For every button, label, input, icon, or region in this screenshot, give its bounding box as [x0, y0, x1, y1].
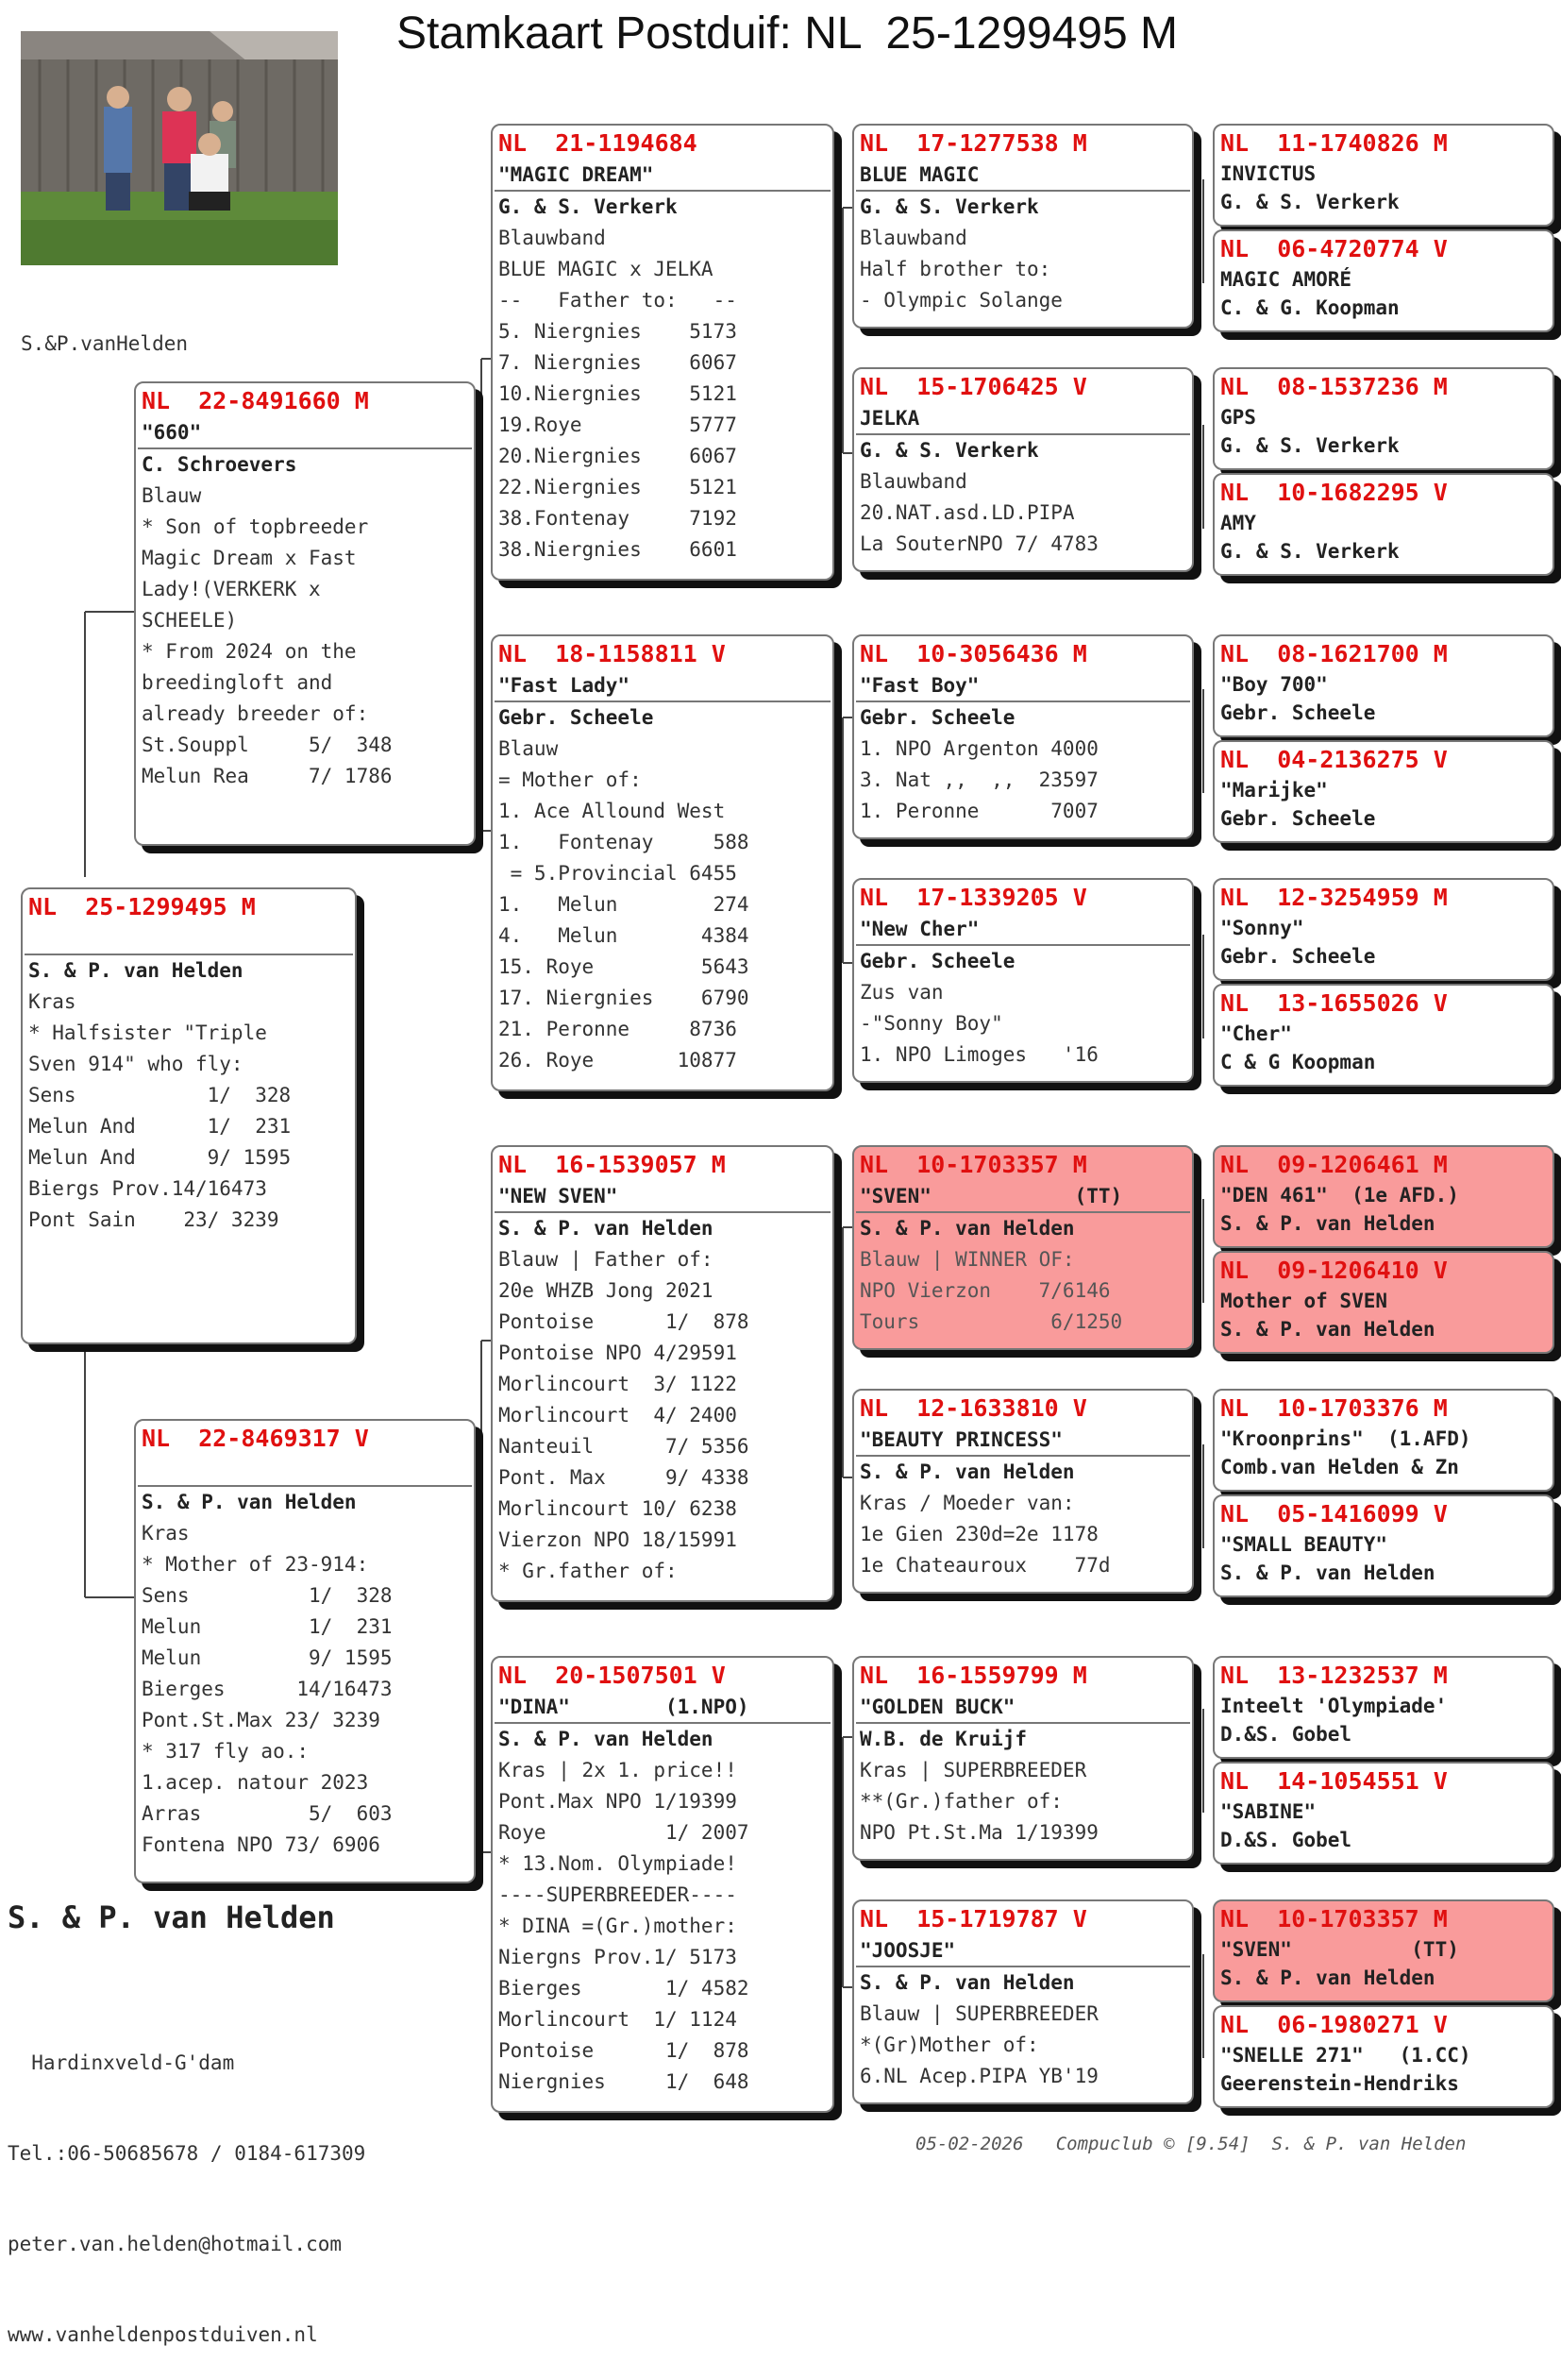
pigeon-name: AMY: [1220, 512, 1256, 534]
breeder-name: Gebr. Scheele: [498, 706, 654, 729]
fmf-pigeon-card[interactable]: [852, 634, 1194, 839]
pigeon-name: "BEAUTY PRINCESS": [860, 1428, 1063, 1451]
info-line: - Olympic Solange: [860, 289, 1063, 312]
g4-pigeon-card[interactable]: [1213, 473, 1554, 576]
info-line: NPO Vierzon 7/6146: [860, 1279, 1111, 1302]
g3-pigeon-card[interactable]: [1213, 367, 1554, 470]
info-line: St.Souppl 5/ 348: [142, 734, 393, 756]
info-line: Bierges 14/16473: [142, 1678, 393, 1700]
breeder-name: W.B. de Kruijf: [860, 1728, 1028, 1750]
info-line: 20.Niergnies 6067: [498, 445, 737, 467]
pigeon-name: Mother of SVEN: [1220, 1290, 1388, 1312]
mm-pigeon-card[interactable]: [491, 1656, 834, 2113]
pigeon-name: "NEW SVEN": [498, 1185, 618, 1207]
g14-pigeon-card[interactable]: [1213, 1762, 1554, 1865]
info-line: Pontoise 1/ 878: [498, 2039, 749, 2062]
breeder-name: S. & P. van Helden: [860, 1460, 1075, 1483]
breeder-name: Gebr. Scheele: [860, 950, 1015, 972]
info-line: Pont.St.Max 23/ 3239: [142, 1709, 380, 1731]
breeder-name: S. & P. van Helden: [498, 1217, 713, 1240]
ring-number: NL 09-1206461 M: [1220, 1151, 1448, 1178]
ring-number: NL 12-3254959 M: [1220, 884, 1448, 911]
info-line: Melun 1/ 231: [142, 1615, 393, 1638]
breeder-name: C. & G. Koopman: [1220, 296, 1400, 319]
info-line: 1. Peronne 7007: [860, 800, 1099, 822]
contact-block: [8, 1987, 365, 2380]
info-line: Half brother to:: [860, 258, 1051, 280]
contact-website[interactable]: www.vanheldenpostduiven.nl: [8, 2323, 318, 2346]
info-line: *(Gr)Mother of:: [860, 2034, 1039, 2056]
info-line: 5. Niergnies 5173: [498, 320, 737, 343]
breeder-name: S. & P. van Helden: [1220, 1561, 1435, 1584]
info-line: Sens 1/ 328: [142, 1584, 393, 1607]
breeder-name: Comb.van Helden & Zn: [1220, 1456, 1459, 1478]
breeder-name: S. & P. van Helden: [1220, 1318, 1435, 1341]
info-line: = Mother of:: [498, 768, 642, 791]
breeder-name: G. & S. Verkerk: [1220, 191, 1400, 213]
info-line: Pontoise 1/ 878: [498, 1310, 749, 1333]
info-line: Pont Sain 23/ 3239: [28, 1208, 279, 1231]
info-line: 1e Chateauroux 77d: [860, 1554, 1111, 1577]
g15-pigeon-card[interactable]: [1213, 1899, 1554, 2002]
breeder-name: C. Schroevers: [142, 453, 297, 476]
pigeon-name: "SNELLE 271" (1.CC): [1220, 2044, 1471, 2067]
pigeon-name: Inteelt 'Olympiade': [1220, 1695, 1448, 1717]
info-line: La SouterNPO 7/ 4783: [860, 532, 1099, 555]
info-line: 1. NPO Limoges '16: [860, 1043, 1099, 1066]
info-line: Vierzon NPO 18/15991: [498, 1528, 737, 1551]
ffm-pigeon-card[interactable]: [852, 367, 1194, 572]
ring-number: NL 20-1507501 V: [498, 1662, 726, 1689]
breeder-name: G. & S. Verkerk: [860, 195, 1039, 218]
subject-pigeon-card[interactable]: [21, 887, 357, 1344]
ring-number: NL 10-1703357 M: [1220, 1905, 1448, 1933]
g6-pigeon-card[interactable]: [1213, 740, 1554, 843]
info-line: 7. Niergnies 6067: [498, 351, 737, 374]
pigeon-name: "JOOSJE": [860, 1939, 956, 1962]
info-line: Biergs Prov.14/16473: [28, 1177, 267, 1200]
ring-number: NL 11-1740826 M: [1220, 129, 1448, 157]
breeder-name: Gebr. Scheele: [1220, 807, 1376, 830]
info-line: Kras: [28, 990, 76, 1013]
info-line: Blauw | SUPERBREEDER: [860, 2002, 1099, 2025]
ring-number: NL 05-1416099 V: [1220, 1500, 1448, 1528]
info-line: 1. Fontenay 588: [498, 831, 749, 853]
ring-number: NL 15-1706425 V: [860, 373, 1087, 400]
breeder-name: D.&S. Gobel: [1220, 1723, 1352, 1746]
pigeon-name: "660": [142, 421, 202, 444]
pigeon-name: "Marijke": [1220, 779, 1328, 802]
info-line: Morlincourt 10/ 6238: [498, 1497, 737, 1520]
info-line: breedingloft and: [142, 671, 333, 694]
pigeon-name: "Kroonprins" (1.AFD): [1220, 1427, 1471, 1450]
info-line: Magic Dream x Fast: [142, 547, 357, 569]
info-line: Blauw | Father of:: [498, 1248, 713, 1271]
info-line: Sven 914" who fly:: [28, 1053, 243, 1075]
info-line: Sens 1/ 328: [28, 1084, 292, 1106]
pigeon-name: "Fast Lady": [498, 674, 630, 697]
breeder-name: G. & S. Verkerk: [1220, 540, 1400, 563]
info-line: 17. Niergnies 6790: [498, 987, 749, 1009]
info-line: Fontena NPO 73/ 6906: [142, 1833, 380, 1856]
breeder-name: G. & S. Verkerk: [860, 439, 1039, 462]
info-line: NPO Pt.St.Ma 1/19399: [860, 1821, 1099, 1844]
info-line: Blauwband: [860, 227, 967, 249]
info-line: 22.Niergnies 5121: [498, 476, 737, 498]
ring-number: NL 10-3056436 M: [860, 640, 1087, 667]
pigeon-name: GPS: [1220, 406, 1256, 429]
info-line: * 317 fly ao.:: [142, 1740, 310, 1763]
loft-label: S.&P.vanHelden: [21, 332, 189, 355]
info-line: * Gr.father of:: [498, 1560, 678, 1582]
info-line: Blauwband: [498, 227, 606, 249]
breeder-name: Gebr. Scheele: [860, 706, 1015, 729]
pigeon-name: "SABINE": [1220, 1800, 1317, 1823]
footer-credit: 05-02-2026 Compuclub © [9.54] S. & P. van Helden: [915, 2134, 1467, 2154]
info-line: * DINA =(Gr.)mother:: [498, 1915, 737, 1937]
fm-pigeon-card[interactable]: [491, 634, 834, 1091]
pigeon-name: INVICTUS: [1220, 162, 1317, 185]
breeder-name: Geerenstein-Hendriks: [1220, 2072, 1459, 2095]
ring-number: NL 10-1682295 V: [1220, 479, 1448, 506]
ring-number: NL 06-4720774 V: [1220, 235, 1448, 262]
pigeon-name: "DEN 461" (1e AFD.): [1220, 1184, 1459, 1207]
ring-number: NL 10-1703376 M: [1220, 1394, 1448, 1422]
g11-pigeon-card[interactable]: [1213, 1389, 1554, 1492]
ring-number: NL 08-1621700 M: [1220, 640, 1448, 667]
info-line: 1. Melun 274: [498, 893, 749, 916]
ff-pigeon-card[interactable]: [491, 124, 834, 581]
info-line: Blauw: [142, 484, 202, 507]
info-line: Morlincourt 3/ 1122: [498, 1373, 737, 1395]
info-line: Kras | SUPERBREEDER: [860, 1759, 1087, 1781]
ring-number: NL 10-1703357 M: [860, 1151, 1087, 1178]
info-line: Melun And 1/ 231: [28, 1115, 292, 1138]
info-line: Blauwband: [860, 470, 967, 493]
ring-number: NL 14-1054551 V: [1220, 1767, 1448, 1795]
info-line: 4. Melun 4384: [498, 924, 749, 947]
info-line: 1. NPO Argenton 4000: [860, 737, 1099, 760]
info-line: Morlincourt 1/ 1124: [498, 2008, 737, 2031]
contact-email[interactable]: peter.van.helden@hotmail.com: [8, 2233, 343, 2255]
pigeon-name: BLUE MAGIC: [860, 163, 980, 186]
info-line: 20e WHZB Jong 2021: [498, 1279, 713, 1302]
info-line: 1.acep. natour 2023: [142, 1771, 369, 1794]
info-line: 38.Fontenay 7192: [498, 507, 737, 530]
info-line: Zus van: [860, 981, 944, 1004]
info-line: Pont.Max NPO 1/19399: [498, 1790, 737, 1813]
pigeon-name: "SVEN" (TT): [1220, 1938, 1459, 1961]
pigeon-name: "Fast Boy": [860, 674, 980, 697]
g9-pigeon-card[interactable]: [1213, 1145, 1554, 1248]
pigeon-name: "SVEN" (TT): [860, 1185, 1123, 1207]
pigeon-name: "Sonny": [1220, 917, 1304, 939]
g12-pigeon-card[interactable]: [1213, 1494, 1554, 1597]
info-line: * Son of topbreeder: [142, 515, 369, 538]
fff-pigeon-card[interactable]: [852, 124, 1194, 329]
ring-number: NL 13-1655026 V: [1220, 989, 1448, 1017]
info-line: -"Sonny Boy": [860, 1012, 1003, 1035]
breeder-name: D.&S. Gobel: [1220, 1829, 1352, 1851]
info-line: 21. Peronne 8736: [498, 1018, 737, 1040]
g1-pigeon-card[interactable]: [1213, 124, 1554, 227]
info-line: Tours 6/1250: [860, 1310, 1123, 1333]
ring-number: NL 15-1719787 V: [860, 1905, 1087, 1933]
ring-number: NL 08-1537236 M: [1220, 373, 1448, 400]
breeder-name: S. & P. van Helden: [498, 1728, 713, 1750]
info-line: * From 2024 on the: [142, 640, 357, 663]
info-line: **(Gr.)father of:: [860, 1790, 1063, 1813]
pigeon-name: JELKA: [860, 407, 920, 430]
g16-pigeon-card[interactable]: [1213, 2005, 1554, 2108]
breeder-name: G. & S. Verkerk: [1220, 434, 1400, 457]
pigeon-name: "DINA" (1.NPO): [498, 1696, 749, 1718]
ring-number: NL 17-1277538 M: [860, 129, 1087, 157]
info-line: Blauw | WINNER OF:: [860, 1248, 1075, 1271]
info-line: Melun And 9/ 1595: [28, 1146, 292, 1169]
pigeon-name: MAGIC AMORÉ: [1220, 268, 1352, 291]
pigeon-name: "Cher": [1220, 1022, 1292, 1045]
ring-number: NL 25-1299495 M: [28, 893, 256, 920]
info-line: = 5.Provincial 6455: [498, 862, 737, 885]
ring-number: NL 06-1980271 V: [1220, 2011, 1448, 2038]
breeder-name: C & G Koopman: [1220, 1051, 1376, 1073]
contact-phone: Tel.:06-50685678 / 0184-617309: [8, 2142, 366, 2165]
father-pigeon-card[interactable]: [134, 381, 476, 846]
mfm-pigeon-card[interactable]: [852, 1389, 1194, 1594]
info-line: 38.Niergnies 6601: [498, 538, 737, 561]
ring-number: NL 12-1633810 V: [860, 1394, 1087, 1422]
pigeon-name: "MAGIC DREAM": [498, 163, 654, 186]
mmm-pigeon-card[interactable]: [852, 1899, 1194, 2104]
info-line: Kras / Moeder van:: [860, 1492, 1075, 1514]
info-line: Lady!(VERKERK x: [142, 578, 321, 600]
g5-pigeon-card[interactable]: [1213, 634, 1554, 737]
breeder-name: Gebr. Scheele: [1220, 945, 1376, 968]
ring-number: NL 21-1194684: [498, 129, 697, 157]
ring-number: NL 16-1559799 M: [860, 1662, 1087, 1689]
info-line: Niergns Prov.1/ 5173: [498, 1946, 737, 1968]
info-line: * Halfsister "Triple: [28, 1021, 267, 1044]
info-line: Niergnies 1/ 648: [498, 2070, 749, 2093]
ring-number: NL 22-8469317 V: [142, 1425, 369, 1452]
breeder-name: S. & P. van Helden: [860, 1971, 1075, 1994]
info-line: ----SUPERBREEDER----: [498, 1883, 737, 1906]
info-line: 19.Roye 5777: [498, 414, 737, 436]
g10-pigeon-card[interactable]: [1213, 1251, 1554, 1354]
mff-pigeon-card[interactable]: [852, 1145, 1194, 1350]
pigeon-name: [23, 923, 355, 954]
info-line: Arras 5/ 603: [142, 1802, 393, 1825]
breeder-name: G. & S. Verkerk: [498, 195, 678, 218]
info-line: 15. Roye 5643: [498, 955, 749, 978]
ring-number: NL 04-2136275 V: [1220, 746, 1448, 773]
ring-number: NL 18-1158811 V: [498, 640, 726, 667]
fmm-pigeon-card[interactable]: [852, 878, 1194, 1083]
info-line: 10.Niergnies 5121: [498, 382, 737, 405]
ring-number: NL 09-1206410 V: [1220, 1257, 1448, 1284]
info-line: Nanteuil 7/ 5356: [498, 1435, 749, 1458]
info-line: Kras | 2x 1. price!!: [498, 1759, 737, 1781]
pigeon-name: [136, 1455, 474, 1485]
info-line: Morlincourt 4/ 2400: [498, 1404, 737, 1426]
pigeon-name: "SMALL BEAUTY": [1220, 1533, 1388, 1556]
info-line: Roye 1/ 2007: [498, 1821, 749, 1844]
page-title: Stamkaart Postduif: NL 25-1299495 M: [396, 8, 1178, 59]
info-line: Kras: [142, 1522, 190, 1544]
g7-pigeon-card[interactable]: [1213, 878, 1554, 981]
breeder-name: S. & P. van Helden: [860, 1217, 1075, 1240]
info-line: Melun Rea 7/ 1786: [142, 765, 393, 787]
info-line: Bierges 1/ 4582: [498, 1977, 749, 2000]
info-line: SCHEELE): [142, 609, 238, 632]
info-line: Melun 9/ 1595: [142, 1646, 393, 1669]
info-line: 20.NAT.asd.LD.PIPA: [860, 501, 1075, 524]
pigeon-name: "Boy 700": [1220, 673, 1328, 696]
ring-number: NL 22-8491660 M: [142, 387, 369, 414]
owner-name: S. & P. van Helden: [8, 1899, 335, 1935]
g13-pigeon-card[interactable]: [1213, 1656, 1554, 1759]
mf-pigeon-card[interactable]: [491, 1145, 834, 1602]
breeder-name: S. & P. van Helden: [1220, 1212, 1435, 1235]
mmf-pigeon-card[interactable]: [852, 1656, 1194, 1861]
info-line: Blauw: [498, 737, 559, 760]
info-line: * 13.Nom. Olympiade!: [498, 1852, 737, 1875]
info-line: 3. Nat ,, ,, 23597: [860, 768, 1099, 791]
breeder-name: Gebr. Scheele: [1220, 701, 1376, 724]
info-line: 6.NL Acep.PIPA YB'19: [860, 2065, 1099, 2087]
info-line: 1. Ace Allound West: [498, 800, 726, 822]
pigeon-name: "New Cher": [860, 918, 980, 940]
g2-pigeon-card[interactable]: [1213, 229, 1554, 332]
info-line: Pont. Max 9/ 4338: [498, 1466, 749, 1489]
info-line: already breeder of:: [142, 702, 369, 725]
ring-number: NL 13-1232537 M: [1220, 1662, 1448, 1689]
info-line: 1e Gien 230d=2e 1178: [860, 1523, 1099, 1545]
info-line: 26. Roye 10877: [498, 1049, 737, 1072]
info-line: Pontoise NPO 4/29591: [498, 1342, 737, 1364]
info-line: * Mother of 23-914:: [142, 1553, 369, 1576]
ring-number: NL 17-1339205 V: [860, 884, 1087, 911]
ring-number: NL 16-1539057 M: [498, 1151, 726, 1178]
breeder-name: S. & P. van Helden: [28, 959, 243, 982]
breeder-name: S. & P. van Helden: [1220, 1966, 1435, 1989]
info-line: BLUE MAGIC x JELKA: [498, 258, 713, 280]
pigeon-name: "GOLDEN BUCK": [860, 1696, 1015, 1718]
breeder-name: S. & P. van Helden: [142, 1491, 357, 1513]
contact-address: Hardinxveld-G'dam: [8, 2051, 235, 2074]
info-line: -- Father to: --: [498, 289, 737, 312]
g8-pigeon-card[interactable]: [1213, 984, 1554, 1087]
mother-pigeon-card[interactable]: [134, 1419, 476, 1883]
